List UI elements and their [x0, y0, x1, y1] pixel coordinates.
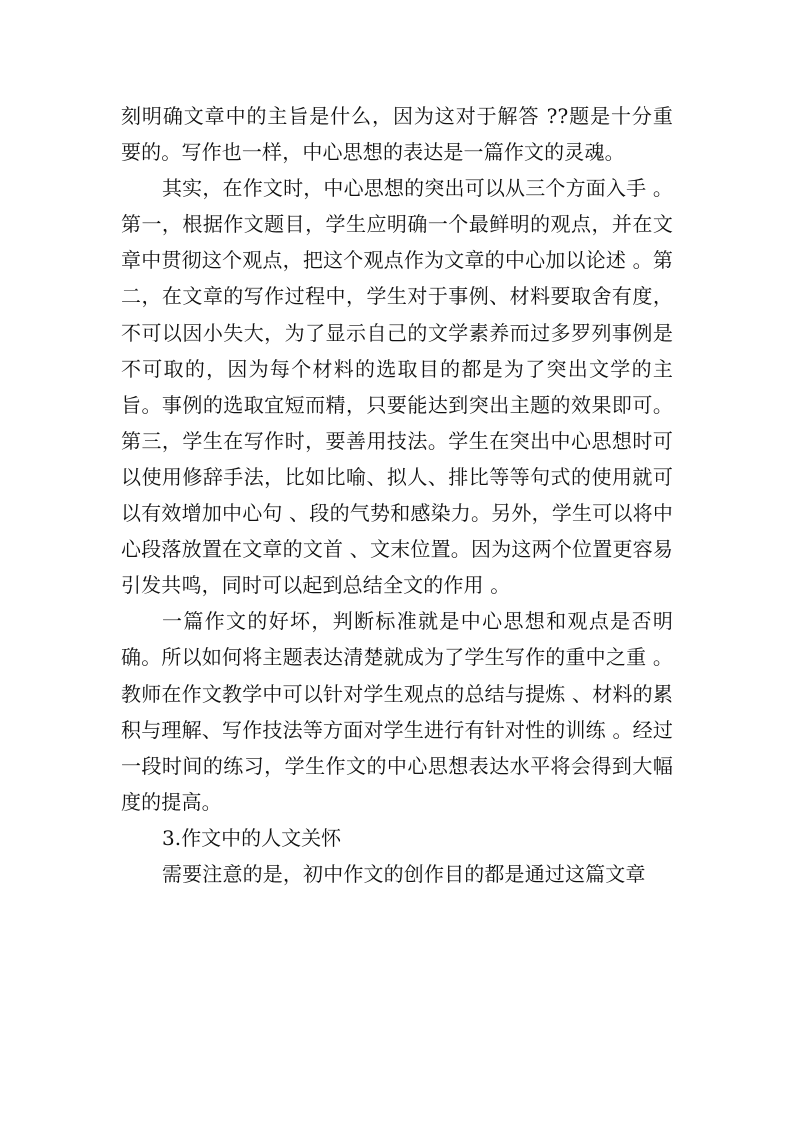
- paragraph-continuation: 刻明确文章中的主旨是什么，因为这对于解答 ??题是十分重要的。写作也一样，中心思想的表达是一篇作文的灵魂。: [121, 104, 673, 165]
- paragraph-final: 需要注意的是，初中作文的创作目的都是通过这篇文章: [162, 861, 646, 886]
- paragraph-evaluation: 一篇作文的好坏，判断标准就是中心思想和观点是否明确。所以如何将主题表达清楚就成为了学生写作的重中之重 。教师在作文教学中可以针对学生观点的总结与提炼 、材料的累积与理解、写作技法等方面对学生进行有针对性的训练 。经过一段时间的练习，学生作文的中心思想表达水平将会得到大幅度的提高。: [121, 609, 673, 814]
- document-body: [121, 98, 673, 892]
- section-heading: 3.作文中的人文关怀: [162, 825, 342, 850]
- paragraph-highlighting-theme: 其实，在作文时，中心思想的突出可以从三个方面入手 。第一，根据作文题目，学生应明确一个最鲜明的观点，并在文章中贯彻这个观点，把这个观点作为文章的中心加以论述 。第二，在文章的写作过程中，学生对于事例、材料要取舍有度，不可以因小失大，为了显示自己的文学素养而过多罗列事例是不可取的，因为每个材料的选取目的都是为了突出文学的主旨。事例的选取宜短而精，只要能达到突出主题的效果即可。第三，学生在写作时，要善用技法。学生在突出中心思想时可以使用修辞手法，比如比喻、拟人、排比等等句式的使用就可以有效增加中心句 、段的气势和感染力。另外，学生可以将中心段落放置在文章的文首 、文末位置。因为这两个位置更容易引发共鸣，同时可以起到总结全文的作用 。: [121, 176, 673, 598]
